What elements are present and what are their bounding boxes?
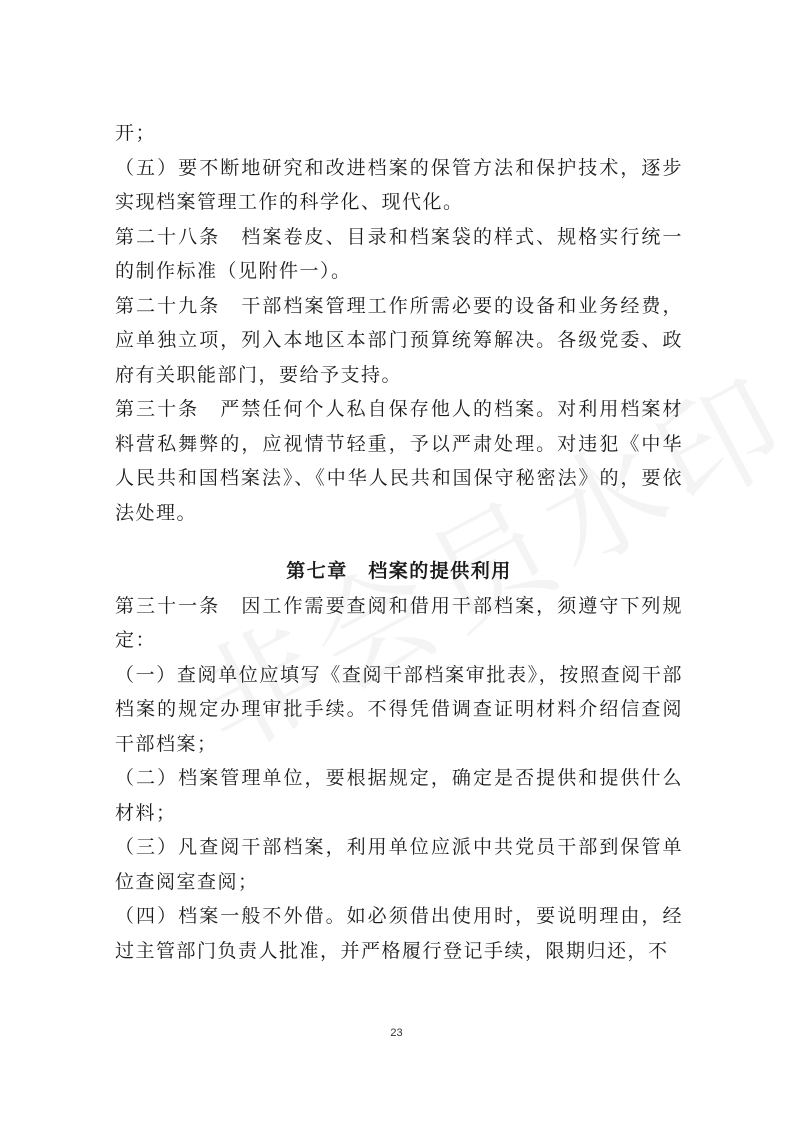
paragraph: 第三十一条 因工作需要查阅和借用干部档案，须遵守下列规定：: [115, 594, 683, 651]
paragraph: 第二十八条 档案卷皮、目录和档案袋的样式、规格实行统一的制作标准（见附件一）。: [115, 225, 683, 282]
paragraph: （五）要不断地研究和改进档案的保管方法和保护技术，逐步实现档案管理工作的科学化、现代化。: [115, 156, 683, 213]
paragraph: 开；: [115, 122, 157, 144]
document-body: [115, 116, 683, 968]
paragraph: 第三十条 严禁任何个人私自保存他人的档案。对利用档案材料营私舞弊的，应视情节轻重，予以严肃处理。对违犯《中华人民共和国档案法》、《中华人民共和国保守秘密法》的，要依法处理。: [115, 398, 683, 524]
paragraph: （四）档案一般不外借。如必须借出使用时，要说明理由，经过主管部门负责人批准，并严格履行登记手续，限期归还，不: [115, 905, 683, 962]
paragraph: （二）档案管理单位，要根据规定，确定是否提供和提供什么材料；: [115, 767, 683, 824]
paragraph: （三）凡查阅干部档案，利用单位应派中共党员干部到保管单位查阅室查阅；: [115, 836, 683, 893]
page-number: 23: [390, 1027, 403, 1039]
paragraph: 第二十九条 干部档案管理工作所需必要的设备和业务经费，应单独立项，列入本地区本部门预算统筹解决。各级党委、政府有关职能部门，要给予支持。: [115, 294, 683, 386]
chapter-title: 第七章 档案的提供利用: [286, 560, 512, 582]
paragraph: （一）查阅单位应填写《查阅干部档案审批表》，按照查阅干部档案的规定办理审批手续。不得凭借调查证明材料介绍信查阅干部档案；: [115, 663, 683, 755]
